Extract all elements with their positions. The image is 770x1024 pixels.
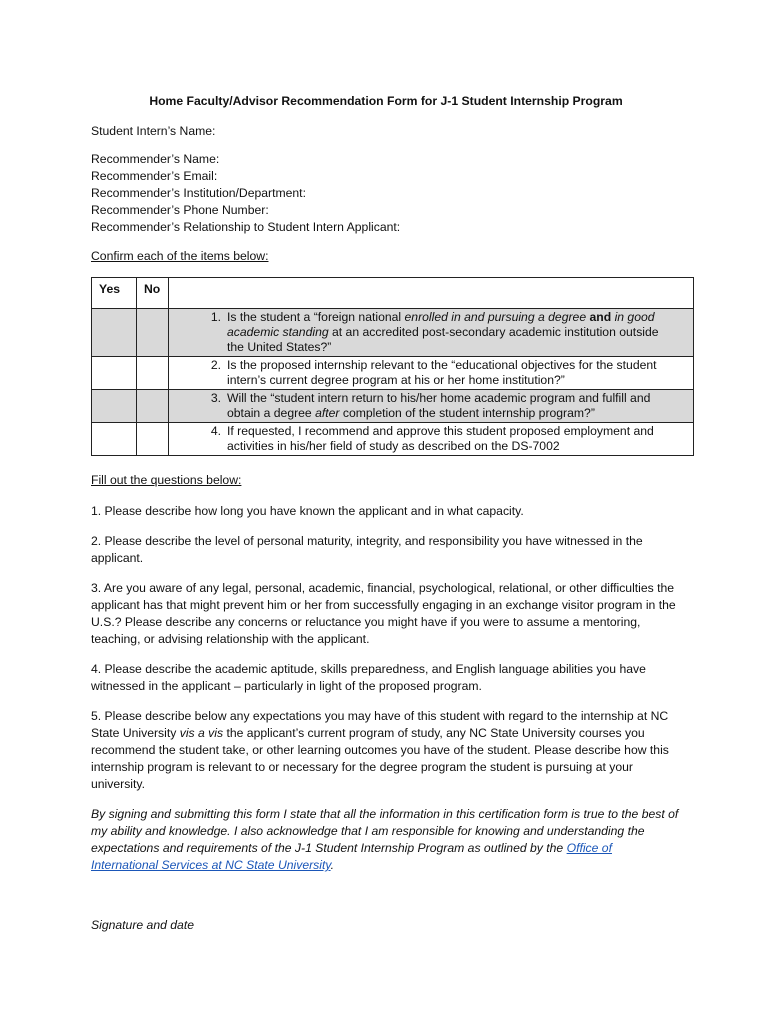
form-page [91, 93, 681, 934]
question-5-text: 5. Please describe below any expectations you may have of this student with regard to the internship at NC State University [91, 709, 669, 740]
item-1 [169, 309, 694, 357]
item-text-bold: and [586, 310, 615, 324]
yes-checkbox-3[interactable] [92, 390, 137, 423]
item-text-italic: enrolled in and pursuing a degree [404, 310, 587, 324]
no-checkbox-1[interactable] [137, 309, 169, 357]
table-row [92, 309, 694, 357]
item-3 [169, 390, 694, 423]
certification-statement [91, 806, 681, 874]
yes-checkbox-1[interactable] [92, 309, 137, 357]
recommender-phone-field: Recommender’s Phone Number: [91, 203, 269, 217]
recommender-email-field: Recommender’s Email: [91, 169, 218, 183]
table-row [92, 423, 694, 456]
item-number: 1. [210, 310, 221, 324]
no-checkbox-3[interactable] [137, 390, 169, 423]
question-5-italic: vis a vis [179, 726, 224, 740]
yes-checkbox-2[interactable] [92, 357, 137, 390]
ois-link[interactable]: Office of International Services at NC State University [91, 841, 612, 872]
item-text-part: completion of the student internship program?” [339, 406, 595, 420]
question-2: 2. Please describe the level of personal maturity, integrity, and responsibility you have witnessed in the applicant. [91, 534, 643, 565]
question-3: 3. Are you aware of any legal, personal, academic, financial, psychological, relational, or other difficulties the applicant has that might prevent him or her from successfully engaging in an exchange visitor program in the U.S.? Please describe any concerns or reluctance you might have if you were to assume a mentoring, teaching, or advising relationship with the applicant. [91, 581, 676, 646]
confirm-table [91, 277, 694, 456]
question-5-text: the applicant’s current program of study, any NC State University courses you recommend the student take, or other learning outcomes you have of the student. Please describe how this internship program is relevant to or necessary for the degree program the student is pursuing at your university. [91, 726, 669, 791]
item-2 [169, 357, 694, 390]
question-4: 4. Please describe the academic aptitude, skills preparedness, and English language abilities you have witnessed in the applicant – particularly in light of the proposed program. [91, 662, 646, 693]
question-1: 1. Please describe how long you have known the applicant and in what capacity. [91, 504, 524, 518]
item-text: If requested, I recommend and approve this student proposed employment and activities in his/her field of study as described on the DS-7002 [227, 424, 654, 453]
no-column-header: No [137, 278, 169, 309]
item-text-italic: in good academic standing [227, 310, 655, 339]
item-text-part: at an accredited post-secondary academic institution outside the United States?” [227, 325, 659, 354]
yes-checkbox-4[interactable] [92, 423, 137, 456]
certification-end: . [330, 858, 334, 872]
student-name-field: Student Intern’s Name: [91, 124, 216, 138]
item-text-italic: after [315, 406, 340, 420]
item-4 [169, 423, 694, 456]
question-5 [91, 708, 681, 793]
confirm-heading: Confirm each of the items below: [91, 249, 269, 263]
certification-text: By signing and submitting this form I state that all the information in this certification form is true to the best of my ability and knowledge. I also acknowledge that I am responsible for knowing and understanding the expectations and requirements of the J-1 Student Internship Program as outlined by the [91, 807, 679, 855]
questions-heading: Fill out the questions below: [91, 473, 242, 487]
table-row [92, 357, 694, 390]
item-column-header [169, 278, 694, 309]
recommender-institution-field: Recommender’s Institution/Department: [91, 186, 306, 200]
recommender-name-field: Recommender’s Name: [91, 152, 220, 166]
item-text: Is the proposed internship relevant to the “educational objectives for the student intern’s current degree program at his or her home institution?” [227, 358, 657, 387]
no-checkbox-2[interactable] [137, 357, 169, 390]
no-checkbox-4[interactable] [137, 423, 169, 456]
item-number: 3. [210, 391, 221, 405]
yes-column-header: Yes [92, 278, 137, 309]
item-text [227, 391, 669, 421]
item-text-part: Will the “student intern return to his/her home academic program and fulfill and obtain a degree [227, 391, 651, 420]
item-text-part: Is the student a “foreign national [227, 310, 405, 324]
page-title: Home Faculty/Advisor Recommendation Form for J-1 Student Internship Program [149, 94, 623, 108]
recommender-relationship-field: Recommender’s Relationship to Student Intern Applicant: [91, 220, 401, 234]
item-number: 4. [210, 424, 221, 438]
signature-label: Signature and date [91, 918, 194, 932]
table-row [92, 390, 694, 423]
item-text [227, 310, 669, 355]
item-number: 2. [210, 358, 221, 372]
